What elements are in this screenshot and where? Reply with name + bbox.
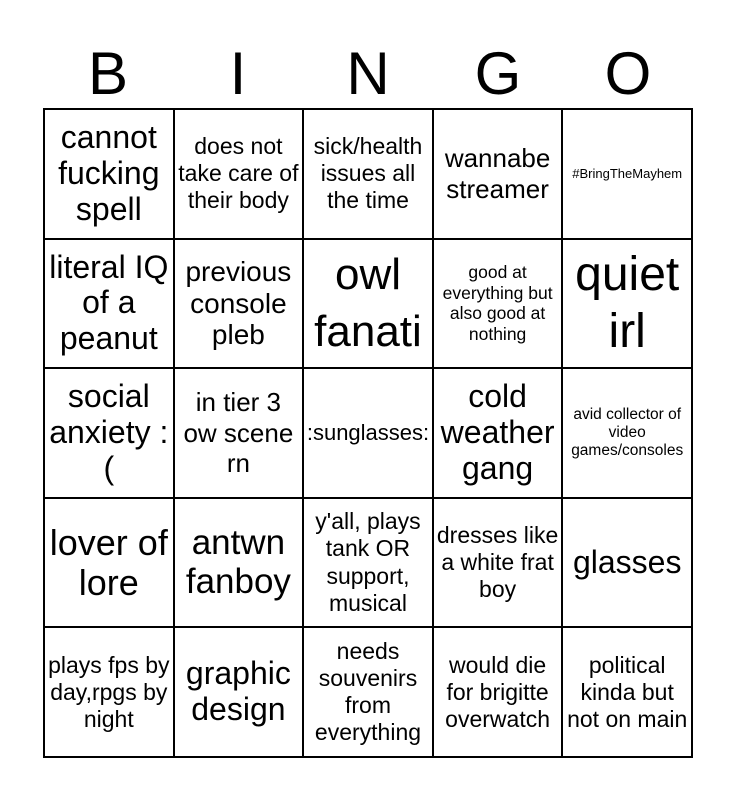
bingo-cell[interactable]: cold weather gang xyxy=(433,368,563,498)
bingo-cell[interactable]: wannabe streamer xyxy=(433,109,563,239)
header-letter-b: B xyxy=(87,40,129,107)
bingo-cell[interactable]: does not take care of their body xyxy=(174,109,304,239)
bingo-cell[interactable]: y'all, plays tank OR support, musical xyxy=(303,498,433,628)
bingo-cell[interactable]: good at everything but also good at nothing xyxy=(433,239,563,369)
bingo-cell[interactable]: needs souvenirs from everything xyxy=(303,627,433,757)
bingo-cell[interactable]: owl fanati xyxy=(303,239,433,369)
bingo-cell[interactable]: political kinda but not on main xyxy=(562,627,692,757)
bingo-header xyxy=(43,40,693,108)
bingo-cell[interactable]: dresses like a white frat boy xyxy=(433,498,563,628)
bingo-cell[interactable]: antwn fanboy xyxy=(174,498,304,628)
header-letter-i: I xyxy=(229,40,247,107)
header-letter-g: G xyxy=(474,40,522,107)
bingo-cell[interactable]: quiet irl xyxy=(562,239,692,369)
bingo-cell[interactable]: in tier 3 ow scene rn xyxy=(174,368,304,498)
header-letter-o: O xyxy=(604,40,652,107)
bingo-cell[interactable]: previous console pleb xyxy=(174,239,304,369)
bingo-cell[interactable]: glasses xyxy=(562,498,692,628)
bingo-cell[interactable]: social anxiety :( xyxy=(44,368,174,498)
bingo-cell[interactable]: would die for brigitte overwatch xyxy=(433,627,563,757)
bingo-cell[interactable]: plays fps by day,rpgs by night xyxy=(44,627,174,757)
bingo-cell[interactable]: cannot fucking spell xyxy=(44,109,174,239)
bingo-cell[interactable]: :sunglasses: xyxy=(303,368,433,498)
bingo-cell[interactable]: literal IQ of a peanut xyxy=(44,239,174,369)
header-letter-n: N xyxy=(346,40,390,107)
bingo-cell[interactable]: avid collector of video games/consoles xyxy=(562,368,692,498)
bingo-cell[interactable]: #BringTheMayhem xyxy=(562,109,692,239)
bingo-cell[interactable]: lover of lore xyxy=(44,498,174,628)
bingo-cell[interactable]: graphic design xyxy=(174,627,304,757)
bingo-cell[interactable]: sick/health issues all the time xyxy=(303,109,433,239)
bingo-grid xyxy=(43,108,693,758)
